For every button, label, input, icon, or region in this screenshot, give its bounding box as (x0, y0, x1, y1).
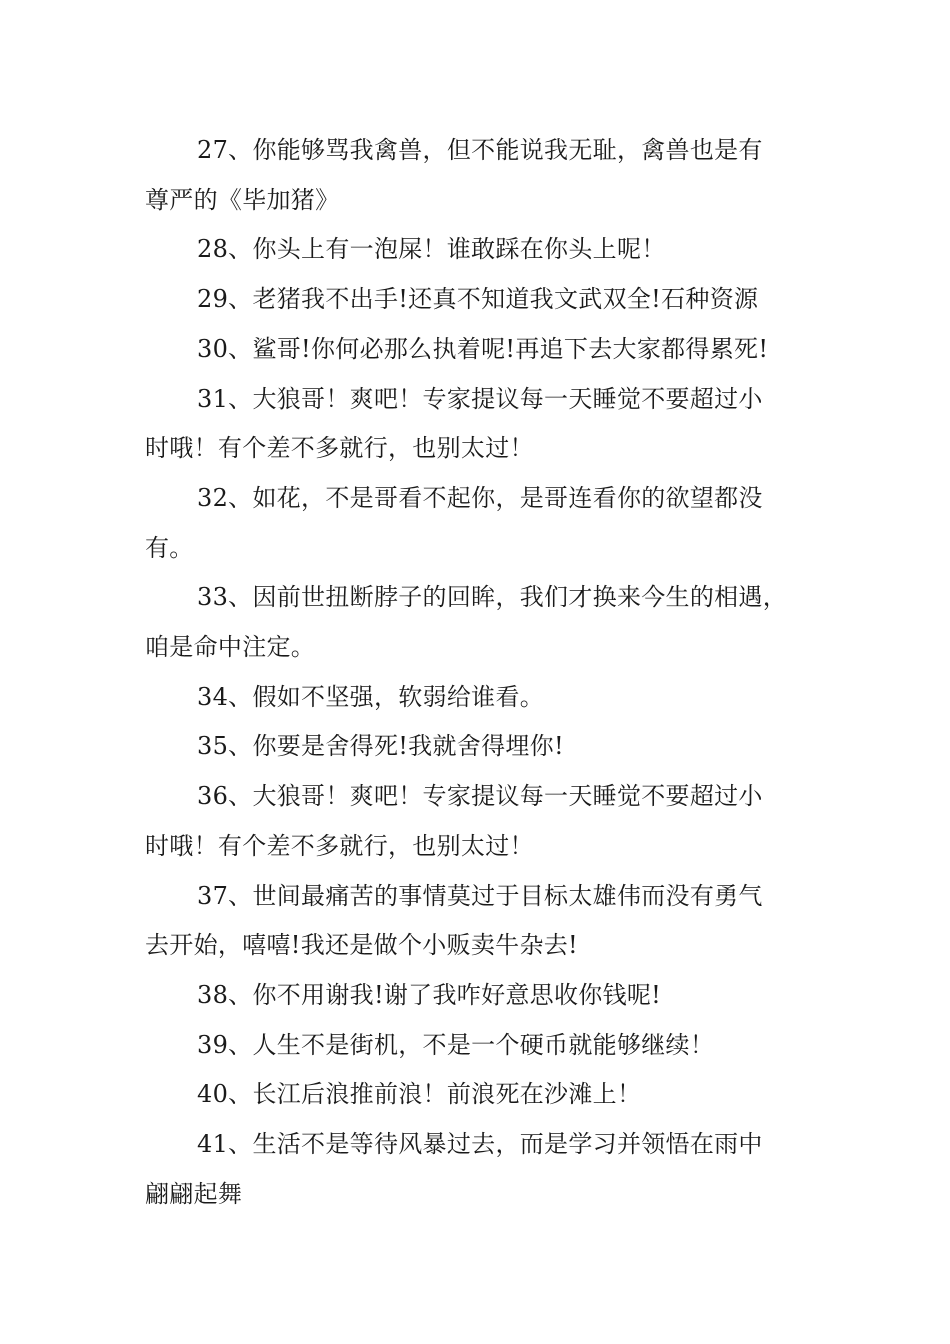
paragraph (145, 325, 815, 375)
text-line: 时哦！有个差不多就行，也别太过！ (145, 434, 534, 463)
paragraph (145, 673, 815, 723)
text-line: 37、世间最痛苦的事情莫过于目标太雄伟而没有勇气 (197, 881, 763, 910)
paragraph (145, 225, 815, 275)
text-line: 41、生活不是等待风暴过去，而是学习并领悟在雨中 (197, 1130, 763, 1159)
paragraph (145, 573, 815, 672)
text-line: 36、大狼哥！爽吧！专家提议每一天睡觉不要超过小 (197, 782, 763, 811)
text-line: 时哦！有个差不多就行，也别太过！ (145, 831, 534, 860)
text-line: 咱是命中注定。 (145, 633, 316, 662)
text-line: 38、你不用谢我!谢了我咋好意思收你钱呢! (197, 980, 662, 1009)
paragraph (145, 872, 815, 971)
paragraph (145, 1070, 815, 1120)
paragraph (145, 772, 815, 871)
text-line: 35、你要是舍得死!我就舍得埋你! (197, 732, 564, 761)
text-line: 去开始，嘻嘻!我还是做个小贩卖牛杂去! (145, 931, 578, 960)
paragraph (145, 722, 815, 772)
text-line: 30、鲨哥!你何必那么执着呢!再追下去大家都得累死! (197, 334, 769, 363)
paragraph (145, 275, 815, 325)
text-line: 翩翩起舞 (145, 1179, 243, 1208)
paragraph (145, 375, 815, 474)
paragraph (145, 474, 815, 573)
paragraph (145, 1120, 815, 1219)
text-line: 31、大狼哥！爽吧！专家提议每一天睡觉不要超过小 (197, 384, 763, 413)
paragraph (145, 1021, 815, 1071)
text-line: 有。 (145, 533, 194, 562)
document-page (145, 126, 815, 1219)
text-line: 34、假如不坚强，软弱给谁看。 (197, 682, 545, 711)
text-line: 33、因前世扭断脖子的回眸，我们才换来今生的相遇， (197, 583, 788, 612)
paragraph (145, 126, 815, 225)
text-line: 32、如花，不是哥看不起你，是哥连看你的欲望都没 (197, 483, 763, 512)
text-line: 28、你头上有一泡屎！谁敢踩在你头上呢！ (197, 235, 666, 264)
document-body (145, 126, 815, 1219)
text-line: 27、你能够骂我禽兽，但不能说我无耻，禽兽也是有 (197, 136, 763, 164)
text-line: 尊严的《毕加猪》 (145, 185, 340, 214)
text-line: 40、长江后浪推前浪！前浪死在沙滩上！ (197, 1080, 642, 1109)
text-line: 39、人生不是街机，不是一个硬币就能够继续！ (197, 1030, 715, 1059)
text-line: 29、老猪我不出手!还真不知道我文武双全!石种资源 (197, 285, 759, 314)
paragraph (145, 971, 815, 1021)
